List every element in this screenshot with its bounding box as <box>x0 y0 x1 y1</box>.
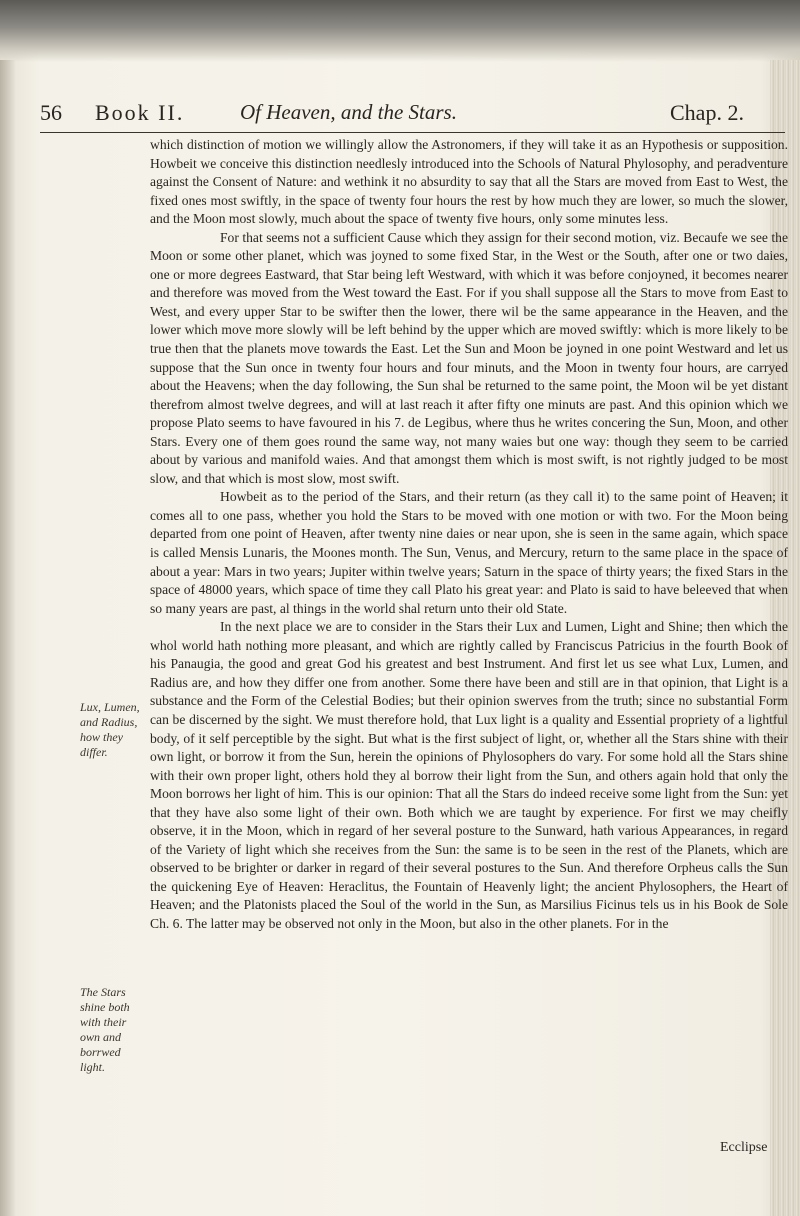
scan-top-shadow <box>0 0 800 62</box>
chapter-label: Chap. 2. <box>670 100 744 125</box>
running-header <box>40 100 780 134</box>
paragraph-1: which distinction of motion we willingly allow the Astronomers, if they will take it as an Hypothesis or supposition. Howbeit we conceive this distinction needlesly introduced into the Schools of Natural Phylosophy, and peradventure against the Consent of Nature: and wethink it no absurdity to say that all the Stars are moved from East to West, the fixed ones most swiftly, in the space of twenty four hours the rest by how much they are lower, so much the slower, and the Moon most slowly, much about the space of twenty five hours, only some minutes less. <box>150 137 788 227</box>
body-text <box>150 136 788 934</box>
header-rule <box>40 132 785 133</box>
catchword: Ecclipse <box>720 1140 768 1155</box>
page-number: 56 <box>40 100 62 125</box>
paragraph-3: Howbeit as to the period of the Stars, and their return (as they call it) to the same point of Heaven; it comes all to one pass, whether you hold the Stars to be moved with one motion or with two. For the Moon being departed from one point of Heaven, after twenty nine daies or near upon, she is seen in the same again, which space is called Mensis Lunaris, the Moones month. The Sun, Venus, and Mercury, return to the same place in the space of about a year: Mars in two years; Jupiter within twelve years; Saturn in the space of thirty years; the fixed Stars in the space of 48000 years, which space of time they call Plato his great year: and Plato is said to have beleeved that when so many years are past, al things in the world shal return unto their old State. <box>150 489 788 616</box>
margin-note-stars-shine: The Stars shine both with their own and borrwed light. <box>80 985 130 1074</box>
page-gutter-shadow <box>0 60 16 1216</box>
running-title: Of Heaven, and the Stars. <box>240 100 457 124</box>
paragraph-2: For that seems not a sufficient Cause which they assign for their second motion, viz. Becaufe we see the Moon or some other planet, which was joyned to some fixed Star, in the West or the South, after one or two daies, one or more degrees Eastward, that Star being left Westward, with which it was before conjoyned, it becomes nearer and therefore was moved from the West toward the East. For if you shall suppose all the Stars to move from East to West, and every upper Star to be swifter then the lower, there wil be the same appearance in the Heaven, and the lower which move more slowly will be left behind by the upper which are moved swiftly: which is more likely to be true then that the planets move towards the East. Let the Sun and Moon be joyned in one point Westward and let us suppose that the Sun once in twenty four hours and four minuts, and the Moon in twenty four hours, are carryed about the Heavens; when the day following, the Sun shal be returned to the same point, the Moon wil be yet distant therefrom almost twelve degrees, and will at last reach it after fifty one minuts are past. And this opinion which we propose Plato seems to have favoured in his 7. de Legibus, where thus he writes concering the Sun, Moon, and other Stars. Every one of them goes round the same way, not many waies but one way: though they seem to be carried about by various and manifold waies. And that amongst them which is most swift, is not rightly judged to be most slow, and that which is most slow, most swift. <box>150 229 788 486</box>
book-label: Book II. <box>95 100 185 125</box>
paragraph-4: In the next place we are to consider in the Stars their Lux and Lumen, Light and Shine; then which the whol world hath nothing more pleasant, and which are rightly called by Franciscus Patricius in the fourth Book of his Panaugia, the good and great God his greatest and best Instrument. And first let us see what Lux, Lumen, and Radius are, and how they differ one from another. Some there have been and still are in that opinion, that Light is a substance and the Form of the Celestial Bodies; but their opinion swerves from the truth; since no substantial Form can be discerned by the sight. We must therefore hold, that Lux light is a quality and Essential propriety of a lightful body, of it self perceptible by the sight. But what is the first subject of light, or, whether all the Stars shine with their own light, or borrow it from the Sun, herein the opinions of Phylosophers do vary. For some hold all the Stars shine with their own proper light, others hold they al borrow their light from the Sun, and others again hold that only the Moon borrows her light of him. This is our opinion: That all the Stars do indeed receive some light from the Sun: yet that they have also some light of their own. Both which we are taught by experience. For first we may cheifly observe, it in the Moon, which in regard of her several posture to the Sunward, hath various Appearances, in regard of the Variety of light which she receives from the Sun: the same is to be seen in the rest of the Planets, which are observed to be brighter or darker in regard of their several postures to the Sun. And therefore Orpheus calls the Sun the quickening Eye of Heaven: Heraclitus, the Fountain of Heavenly light; the ancient Phylosophers, the Heart of Heaven; and the Platonists placed the Soul of the world in the Sun, as Marsilius Ficinus tels us in his Book de Sole Ch. 6. The latter may be observed not only in the Moon, but also in the other planets. For in the <box>150 619 788 931</box>
margin-note-lux-lumen: Lux, Lumen, and Radius, how they differ. <box>80 700 140 759</box>
